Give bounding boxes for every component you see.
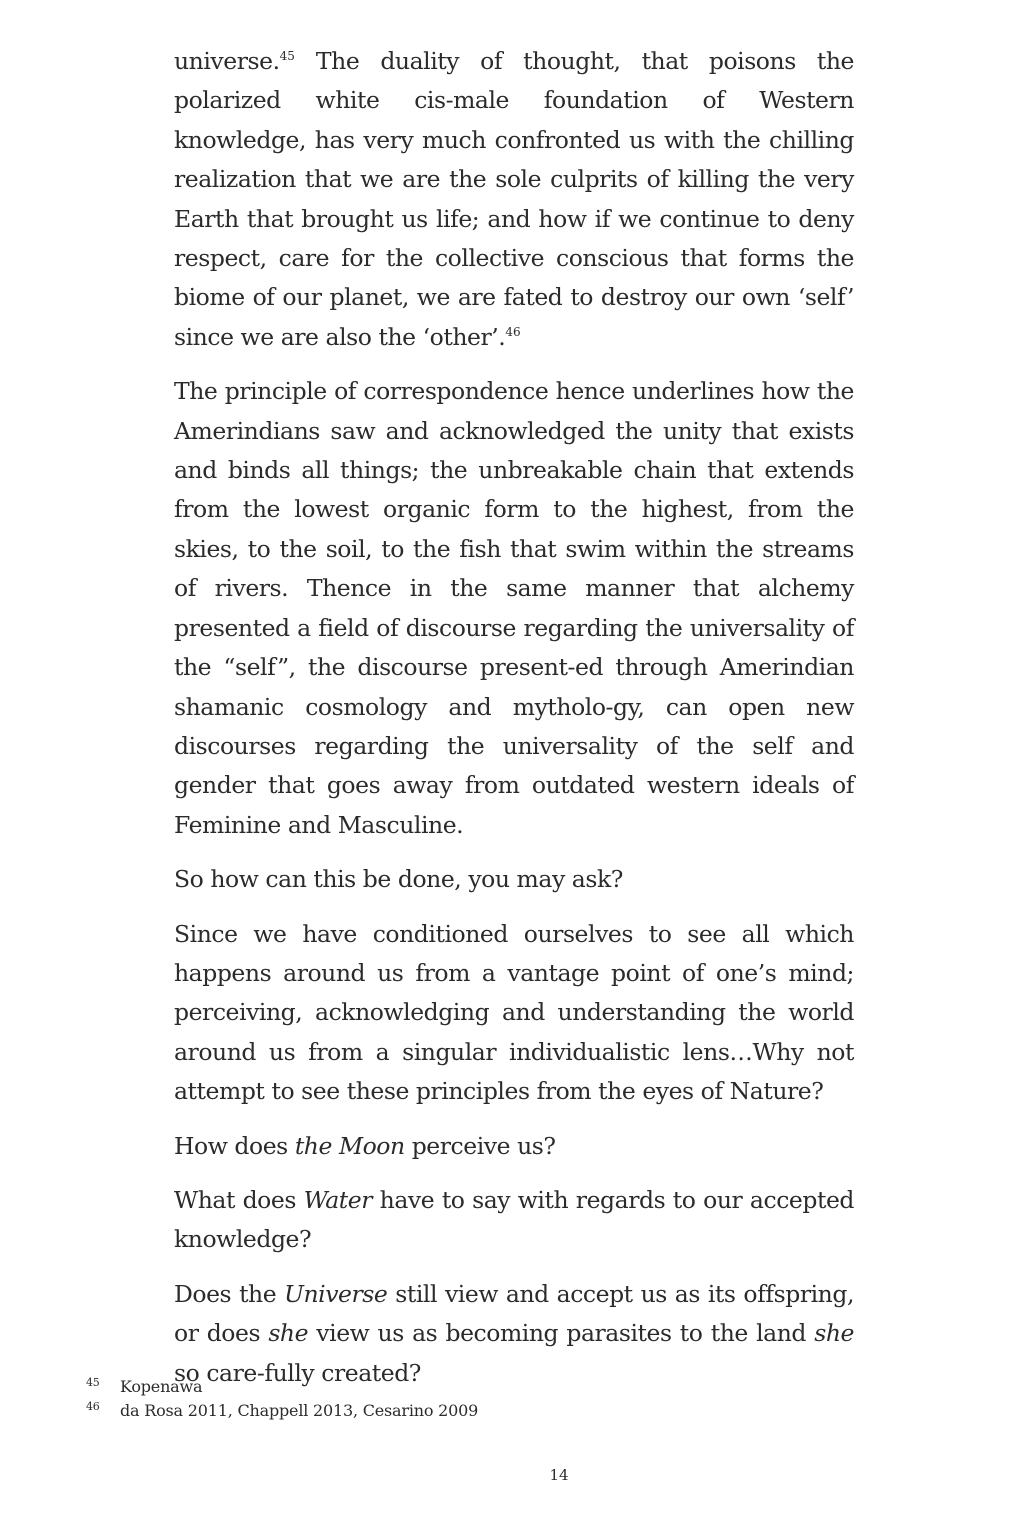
paragraph-2: The principle of correspondence hence underlines how the Amerindians saw and acknowledged the unity that exists and binds all things; the unbreakable chain that extends from the lowest organic form to the highest, from the skies, to the soil, to the fish that swim within the streams of rivers. Thence in the same manner that alchemy presented a field of discourse regarding the universality of the “self”, the discourse present-ed through Amerindian shamanic cosmology and mytholo-gy, can open new discourses regarding the universality of the self and gender that goes away from outdated western ideals of Feminine and Masculine. — [174, 377, 854, 839]
italic-water: Water — [303, 1185, 373, 1214]
paragraph-7-b: still view and accept us as its offspring, or does — [174, 1279, 854, 1348]
paragraph-6 — [174, 1181, 854, 1260]
page-number: 14 — [549, 1466, 569, 1484]
footnote-number: 46 — [86, 1400, 100, 1413]
paragraph-1-lead: universe. — [174, 47, 280, 75]
paragraph-7-d: so care-fully created? — [174, 1358, 421, 1387]
footnote-45 — [86, 1375, 686, 1399]
body-text — [174, 42, 854, 1408]
paragraph-4: Since we have conditioned ourselves to see all which happens around us from a vantage point of one’s mind; perceiving, acknowledging and understanding the world around us from a singular individualistic lens…Why not attempt to see these principles from the eyes of Nature? — [174, 919, 854, 1106]
italic-she-1: she — [268, 1319, 309, 1348]
footnote-46 — [86, 1399, 686, 1423]
paragraph-7-c: view us as becoming parasites to the land — [308, 1319, 815, 1348]
paragraph-1 — [174, 42, 854, 357]
paragraph-1-body: The duality of thought, that poisons the polarized white cis-male foundation of Western knowledge, has very much confronted us with the chilling realization that we are the sole culprits of killing the very Earth that brought us life; and how if we continue to deny respect, care for the collective conscious that forms the biome of our planet, we are fated to destroy our own ‘self’ since we are also the ‘other’. — [174, 47, 854, 351]
footnote-ref-45: 45 — [279, 49, 295, 63]
footnote-ref-46: 46 — [505, 324, 521, 339]
paragraph-6-tail: have to say with regards to our accepted knowledge? — [174, 1185, 854, 1254]
footnote-text: da Rosa 2011, Chappell 2013, Cesarino 2009 — [120, 1401, 479, 1420]
paragraph-5-tail: perceive us? — [404, 1131, 556, 1160]
paragraph-7-a: Does the — [174, 1279, 285, 1308]
italic-the-moon: the Moon — [294, 1131, 405, 1160]
paragraph-6-lead: What does — [174, 1185, 304, 1214]
italic-she-2: she — [814, 1319, 854, 1348]
italic-universe: Universe — [284, 1279, 388, 1308]
paragraph-5 — [174, 1127, 854, 1166]
paragraph-5-lead: How does — [174, 1131, 295, 1160]
paragraph-3: So how can this be done, you may ask? — [174, 865, 623, 894]
footnotes — [86, 1375, 686, 1423]
footnote-number: 45 — [86, 1376, 100, 1389]
footnote-text: Kopenawa — [120, 1377, 203, 1396]
